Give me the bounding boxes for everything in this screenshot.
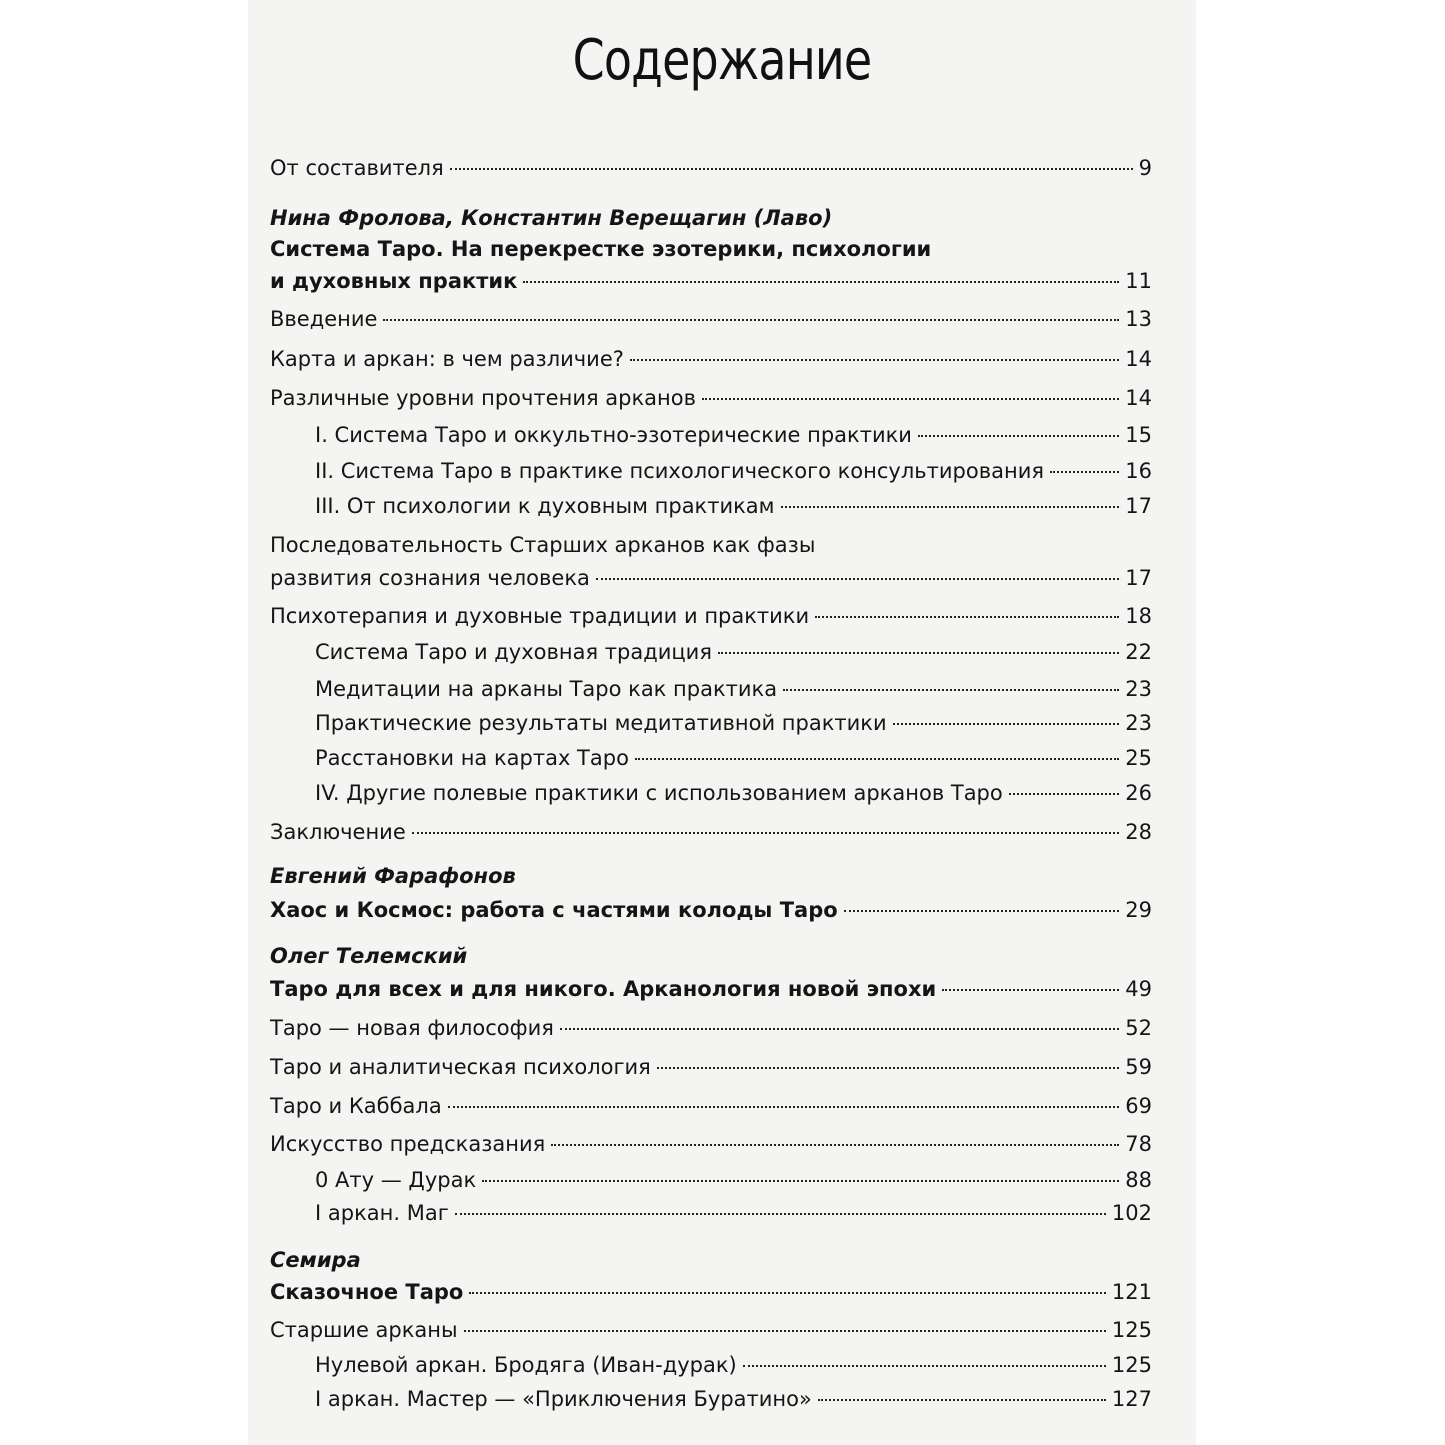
toc-entry-label: Заключение [270,820,406,844]
toc-entry-label: I. Система Таро и оккультно-эзотерические практики [315,423,912,447]
dot-leader [560,1028,1119,1030]
dot-leader [718,652,1119,654]
dot-leader [702,398,1119,400]
dot-leader [942,989,1119,991]
toc-entry-label: Медитации на арканы Таро как практика [315,677,778,701]
toc-entry-label: Старшие арканы [270,1318,458,1342]
dot-leader [455,1213,1106,1215]
dot-leader [551,1144,1119,1146]
toc-entry [315,633,1152,671]
toc-entry-title-line: Система Таро. На перекрестке эзотерики, психологии [270,237,932,261]
toc-entry-label: Практические результаты медитативной практики [315,711,887,735]
author-name: Нина Фролова, Константин Верещагин (Лаво) [270,206,833,230]
toc-entry [270,813,1152,851]
toc-page-number: 14 [1125,386,1152,410]
toc-page-number: 22 [1125,640,1152,664]
toc-entry-label: Таро и аналитическая психология [270,1055,651,1079]
toc-entry [270,1048,1152,1086]
toc-entry [270,149,1152,187]
toc-entry [270,970,1152,1008]
dot-leader [596,578,1119,580]
toc-entry [315,739,1152,777]
toc-entry [270,340,1152,378]
toc-page-number: 23 [1125,677,1152,701]
dot-leader [412,832,1120,834]
toc-entry-label: Таро — новая философия [270,1016,554,1040]
page-title: Содержание [572,28,872,93]
dot-leader [482,1180,1119,1182]
toc-page-number: 9 [1138,156,1152,180]
toc-entry-label: 0 Ату — Дурак [315,1168,477,1192]
toc-entry-label: III. От психологии к духовным практикам [315,494,775,518]
toc-entry-label: Различные уровни прочтения арканов [270,386,696,410]
toc-entry-label: Сказочное Таро [270,1280,464,1304]
dot-leader [523,281,1119,283]
toc-entry [270,379,1152,417]
dot-leader [450,168,1133,170]
toc-page-number: 125 [1111,1318,1152,1342]
dot-leader [818,1399,1106,1401]
dot-leader [464,1330,1106,1332]
toc-entry-label: Искусство предсказания [270,1132,546,1156]
dot-leader [918,435,1119,437]
toc-entry [315,452,1152,490]
toc-entry-label: Система Таро и духовная традиция [315,640,712,664]
toc-entry [315,487,1152,525]
toc-page-number: 78 [1125,1132,1152,1156]
toc-page-number: 11 [1125,269,1152,293]
toc-page-number: 59 [1125,1055,1152,1079]
toc-entry-label: Расстановки на картах Таро [315,746,629,770]
toc-entry-label: Нулевой аркан. Бродяга (Иван-дурак) [315,1353,737,1377]
toc-page-number: 17 [1125,494,1152,518]
toc-entry [315,416,1152,454]
toc-entry-label: Хаос и Космос: работа с частями колоды Таро [270,898,838,922]
dot-leader [383,319,1119,321]
dot-leader [743,1365,1106,1367]
toc-page-number: 127 [1111,1387,1152,1411]
toc-entry [315,670,1152,708]
dot-leader [1050,471,1119,473]
toc-page-number: 125 [1111,1353,1152,1377]
toc-page-number: 88 [1125,1168,1152,1192]
toc-page-number: 29 [1125,898,1152,922]
toc-entry-label: Таро для всех и для никого. Арканология новой эпохи [270,977,937,1001]
toc-entry-title-line: Последовательность Старших арканов как фазы [270,533,816,557]
toc-entry-label: IV. Другие полевые практики с использованием арканов Таро [315,781,1003,805]
toc-entry-label: и духовных практик [270,269,518,293]
toc-entry [315,704,1152,742]
toc-entry [270,1087,1152,1125]
toc-entry [270,262,1152,300]
toc-entry [315,1380,1152,1418]
author-name: Семира [270,1248,361,1272]
toc-entry-label: Введение [270,307,378,331]
toc-entry-label: Психотерапия и духовные традиции и практики [270,604,810,628]
toc-entry [315,1346,1152,1384]
toc-entry [270,1311,1152,1349]
dot-leader [781,506,1120,508]
toc-page-number: 121 [1111,1280,1152,1304]
toc-entry [270,559,1152,597]
toc-entry [270,300,1152,338]
toc-entry [270,1273,1152,1311]
toc-entry [270,1009,1152,1047]
toc-entry [270,1125,1152,1163]
dot-leader [893,723,1120,725]
dot-leader [635,758,1119,760]
toc-page-number: 16 [1125,459,1152,483]
dot-leader [657,1067,1119,1069]
toc-page-number: 52 [1125,1016,1152,1040]
dot-leader [1009,793,1120,795]
toc-entry-label: I аркан. Маг [315,1201,449,1225]
toc-entry-label: II. Система Таро в практике психологического консультирования [315,459,1044,483]
toc-entry-label: I аркан. Мастер — «Приключения Буратино» [315,1387,812,1411]
toc-page-number: 26 [1125,781,1152,805]
dot-leader [844,910,1120,912]
toc-entry-label: Таро и Каббала [270,1094,442,1118]
toc-entry-label: Карта и аркан: в чем различие? [270,347,624,371]
toc-entry [315,1194,1152,1232]
toc-page-number: 28 [1125,820,1152,844]
toc-entry [270,597,1152,635]
toc-entry-label: развития сознания человека [270,566,590,590]
author-name: Евгений Фарафонов [270,864,516,888]
toc-page-number: 17 [1125,566,1152,590]
toc-entry [270,891,1152,929]
toc-page-number: 18 [1125,604,1152,628]
toc-page-number: 49 [1125,977,1152,1001]
toc-entry-label: От составителя [270,156,444,180]
toc-page-number: 102 [1111,1201,1152,1225]
toc-page-number: 14 [1125,347,1152,371]
book-page [248,0,1196,1445]
toc-page-number: 25 [1125,746,1152,770]
toc-entry [315,774,1152,812]
toc-page-number: 15 [1125,423,1152,447]
dot-leader [630,359,1119,361]
dot-leader [783,689,1119,691]
toc-page-number: 69 [1125,1094,1152,1118]
dot-leader [448,1106,1120,1108]
toc-page-number: 13 [1125,307,1152,331]
author-name: Олег Телемский [270,944,468,968]
toc-page-number: 23 [1125,711,1152,735]
dot-leader [469,1292,1106,1294]
dot-leader [815,616,1119,618]
